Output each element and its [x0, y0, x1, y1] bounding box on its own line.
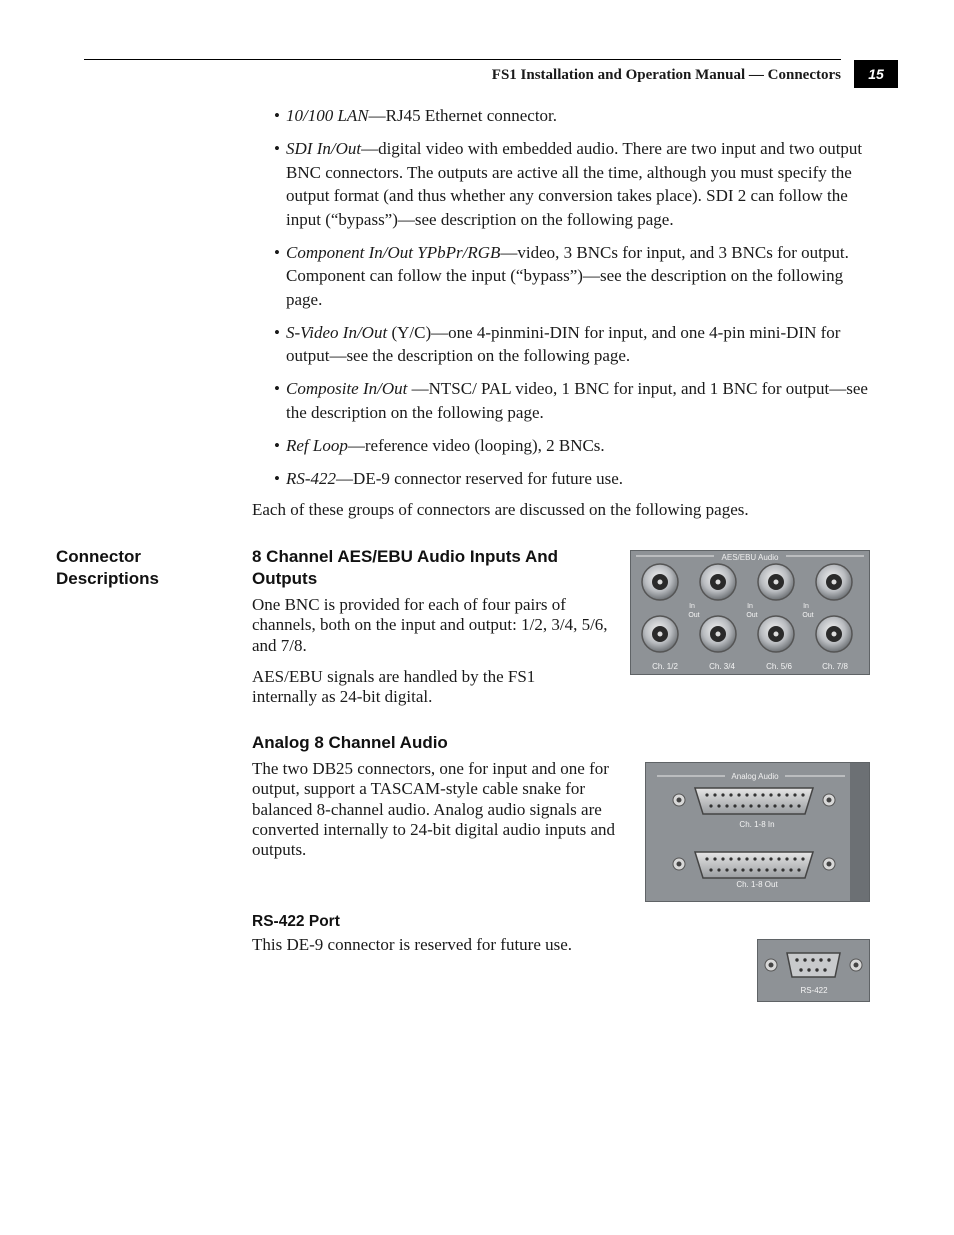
item-term: S-Video In/Out: [286, 322, 388, 342]
item-term: Component In/Out YPbPr/RGB: [286, 242, 501, 262]
aes-paragraph-2: AES/EBU signals are handled by the FS1 internally as 24-bit digital.: [252, 667, 536, 707]
rs422-paragraph: This DE-9 connector is reserved for future use.: [252, 935, 573, 954]
aes-ebu-panel-photo: [630, 550, 870, 675]
aes-channel-label: Ch. 3/4: [709, 662, 735, 671]
summary-text: Each of these groups of connectors are discussed on the following pages.: [252, 500, 749, 519]
rs422-panel-label: RS-422: [800, 986, 828, 995]
aes-channel-label: Ch. 5/6: [766, 662, 792, 671]
bnc-connector-icon: [700, 564, 736, 600]
item-text: —digital video with embedded audio. There are two input and two output BNC connectors. The outputs are active all the time, although you must specify the output format (and thus whether any conversion takes place). SDI 2 can follow the input (“bypass”)—see description on the following page.: [286, 139, 863, 229]
running-header: FS1 Installation and Operation Manual — Connectors: [491, 67, 841, 83]
item-text: —NTSC/ PAL video, 1 BNC for input, and 1 BNC for output—see the description on the following page.: [286, 379, 868, 422]
aes-channel-label: Ch. 1/2: [652, 662, 678, 671]
aes-panel-label: AES/EBU Audio: [721, 553, 779, 562]
aes-in-label: In: [803, 603, 809, 610]
rs422-heading: RS-422 Port: [252, 913, 340, 930]
bnc-connector-icon: [758, 616, 794, 652]
aes-paragraph-1: One BNC is provided for each of four pairs of channels, both on the input and output: 1/2, 3/4, 5/6, and 7/8.: [252, 595, 608, 655]
aes-heading-line2: Outputs: [252, 569, 318, 588]
item-term: 10/100 LAN: [286, 106, 369, 125]
rs422-panel-photo: [757, 939, 870, 1002]
bnc-connector-icon: [758, 564, 794, 600]
analog-out-label: Ch. 1-8 Out: [736, 880, 778, 889]
item-text: —reference video (looping), 2 BNCs.: [347, 435, 605, 455]
section-heading-line1: Connector: [56, 547, 141, 566]
connector-list: [274, 104, 874, 500]
analog-paragraph: The two DB25 connectors, one for input and one for output, support a TASCAM-style cable snake for balanced 8-channel audio. Analog audio signals are converted internally to 24-bit digital audio inputs and outputs.: [252, 759, 616, 860]
list-item: • SDI In/Out—digital video with embedded audio. There are two input and two output BNC connectors. The outputs are active all the time, although you must specify the output format (and thus whether any conversion takes place). SDI 2 can follow the input (“bypass”)—see description on the following page.: [274, 139, 863, 229]
aes-out-label: Out: [802, 612, 814, 619]
item-term: RS-422: [286, 468, 337, 488]
analog-panel-label: Analog Audio: [731, 772, 779, 781]
aes-out-label: Out: [688, 612, 700, 619]
bnc-connector-icon: [816, 616, 852, 652]
aes-in-label: In: [747, 603, 753, 610]
list-item: • S-Video In/Out (Y/C)—one 4-pinmini-DIN for input, and one 4-pin mini-DIN for output—see the description on the following page.: [274, 322, 841, 365]
section-heading-line2: Descriptions: [56, 569, 159, 588]
list-item: • Ref Loop—reference video (looping), 2 BNCs.: [274, 435, 605, 455]
item-term: Composite In/Out: [286, 379, 408, 398]
bnc-connector-icon: [642, 564, 678, 600]
aes-channel-label: Ch. 7/8: [822, 662, 848, 671]
aes-in-label: In: [689, 603, 695, 610]
bnc-connector-icon: [700, 616, 736, 652]
bnc-connector-icon: [642, 616, 678, 652]
item-term: Ref Loop: [286, 435, 348, 455]
aes-out-label: Out: [746, 612, 758, 619]
page-number: 15: [854, 60, 898, 88]
analog-heading: Analog 8 Channel Audio: [252, 733, 448, 752]
list-item: • 10/100 LAN—RJ45 Ethernet connector.: [274, 106, 558, 125]
bnc-connector-icon: [816, 564, 852, 600]
item-term: SDI In/Out: [286, 139, 362, 158]
item-text: —video, 3 BNCs for input, and 3 BNCs for output. Component can follow the input (“bypass”)—see the description on the following page.: [286, 242, 849, 309]
section-heading: [56, 546, 159, 590]
item-text: (Y/C)—one 4-pinmini-DIN for input, and one 4-pin mini-DIN for output—see the description on the following page.: [286, 322, 841, 365]
list-item: • Component In/Out YPbPr/RGB—video, 3 BNCs for input, and 3 BNCs for output. Component can follow the input (“bypass”)—see the description on the following page.: [274, 242, 849, 309]
item-text: —RJ45 Ethernet connector.: [368, 106, 558, 125]
analog-audio-panel-photo: [645, 762, 870, 902]
list-item: • Composite In/Out —NTSC/ PAL video, 1 BNC for input, and 1 BNC for output—see the description on the following page.: [274, 379, 868, 422]
aes-heading: [252, 546, 612, 590]
item-text: —DE-9 connector reserved for future use.: [336, 468, 624, 488]
header-rule: [84, 59, 841, 60]
aes-heading-line1: 8 Channel AES/EBU Audio Inputs And: [252, 547, 558, 566]
list-item: • RS-422—DE-9 connector reserved for future use.: [274, 468, 624, 488]
analog-in-label: Ch. 1-8 In: [739, 820, 775, 829]
